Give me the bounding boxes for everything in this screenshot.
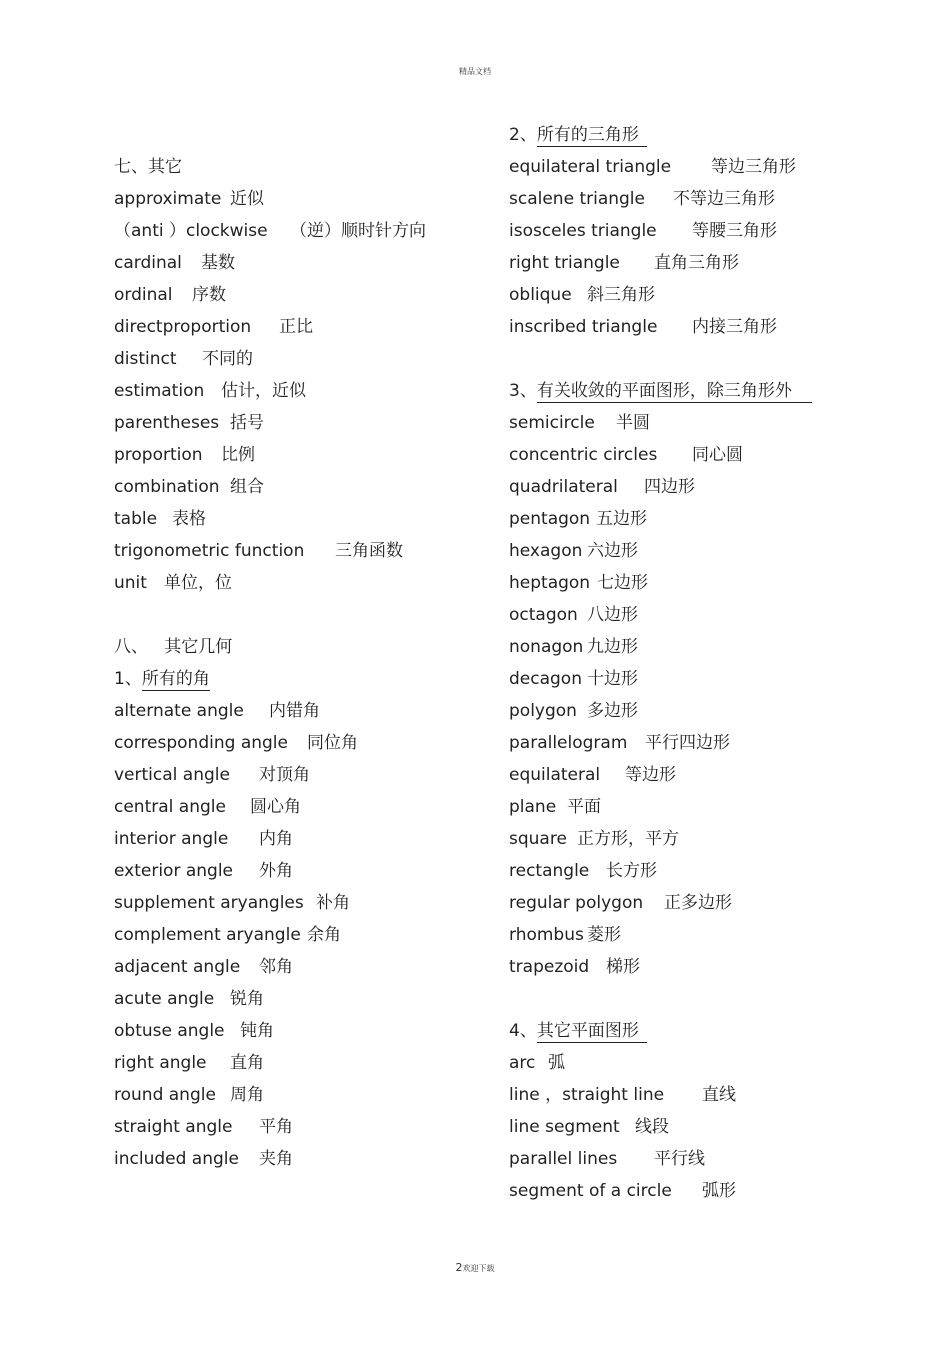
term-zh: 内角 xyxy=(259,829,293,849)
term-zh: 周角 xyxy=(230,1085,264,1105)
term-zh: 五边形 xyxy=(596,509,647,529)
vocab-row xyxy=(114,503,494,535)
term-en: square xyxy=(509,829,567,849)
term-en: line segment xyxy=(509,1117,620,1137)
term-zh: 三角函数 xyxy=(335,541,403,561)
term-en: proportion xyxy=(114,445,203,465)
term-en: estimation xyxy=(114,381,205,401)
vocab-row xyxy=(509,183,909,215)
vocab-row xyxy=(509,823,909,855)
vocab-row xyxy=(509,1143,909,1175)
page-header: 精品文档 xyxy=(459,67,491,76)
vocab-row xyxy=(509,311,909,343)
vocab-row xyxy=(509,1175,909,1207)
vocab-row xyxy=(114,887,494,919)
term-zh: （逆）顺时针方向 xyxy=(290,221,426,241)
subsection-3-heading xyxy=(509,375,909,407)
term-en: arc xyxy=(509,1053,536,1073)
subsection-title: 有关收敛的平面图形，除三角形外 xyxy=(537,381,812,403)
vocab-row xyxy=(114,471,494,503)
term-en: inscribed triangle xyxy=(509,317,658,337)
vocab-row xyxy=(114,343,494,375)
vocab-row xyxy=(114,1111,494,1143)
term-zh: 圆心角 xyxy=(250,797,301,817)
term-en: decagon xyxy=(509,669,582,689)
vocab-row xyxy=(114,311,494,343)
vocab-row xyxy=(114,951,494,983)
term-zh: 括号 xyxy=(230,413,264,433)
vocab-row xyxy=(114,855,494,887)
term-en: oblique xyxy=(509,285,572,305)
term-en: interior angle xyxy=(114,829,229,849)
term-en: alternate angle xyxy=(114,701,244,721)
term-en: concentric circles xyxy=(509,445,658,465)
term-zh: 钝角 xyxy=(240,1021,274,1041)
term-zh: 内接三角形 xyxy=(692,317,777,337)
vocab-row xyxy=(114,1047,494,1079)
term-en: right angle xyxy=(114,1053,207,1073)
term-en: adjacent angle xyxy=(114,957,241,977)
term-zh: 平角 xyxy=(259,1117,293,1137)
subsection-number: 4、 xyxy=(509,1021,537,1041)
term-zh: 等边三角形 xyxy=(711,157,796,177)
vocab-row xyxy=(114,535,494,567)
term-en: rectangle xyxy=(509,861,590,881)
term-en: cardinal xyxy=(114,253,182,273)
term-zh: 组合 xyxy=(230,477,264,497)
vocab-row xyxy=(114,727,494,759)
vocab-row xyxy=(114,759,494,791)
vocab-row xyxy=(509,727,909,759)
term-en: equilateral triangle xyxy=(509,157,672,177)
vocab-row xyxy=(509,1111,909,1143)
right-column xyxy=(509,119,909,1207)
term-zh: 等腰三角形 xyxy=(692,221,777,241)
vocab-row xyxy=(509,695,909,727)
term-en: parallel lines xyxy=(509,1149,618,1169)
term-en: distinct xyxy=(114,349,177,369)
term-zh: 斜三角形 xyxy=(587,285,655,305)
term-en: regular polygon xyxy=(509,893,644,913)
page-number: 2 xyxy=(455,1261,463,1274)
term-en: trapezoid xyxy=(509,957,590,977)
term-en: rhombus xyxy=(509,925,584,945)
term-en: heptagon xyxy=(509,573,591,593)
term-zh: 半圆 xyxy=(616,413,650,433)
term-en: scalene triangle xyxy=(509,189,645,209)
term-zh: 八边形 xyxy=(587,605,638,625)
vocab-row xyxy=(114,567,494,599)
term-en: supplement aryangles xyxy=(114,893,304,913)
term-en: corresponding angle xyxy=(114,733,288,753)
term-zh: 基数 xyxy=(201,253,235,273)
vocab-row xyxy=(509,151,909,183)
term-en: semicircle xyxy=(509,413,595,433)
term-zh: 长方形 xyxy=(606,861,657,881)
term-zh: 锐角 xyxy=(230,989,264,1009)
term-en: isosceles triangle xyxy=(509,221,657,241)
vocab-row xyxy=(114,279,494,311)
vocab-row xyxy=(114,247,494,279)
vocab-row xyxy=(509,279,909,311)
footer-text: 欢迎下载 xyxy=(462,1264,495,1273)
term-en: trigonometric function xyxy=(114,541,305,561)
term-zh: 表格 xyxy=(172,509,206,529)
term-zh: 不同的 xyxy=(202,349,253,369)
term-zh: 外角 xyxy=(259,861,293,881)
term-zh: 夹角 xyxy=(259,1149,293,1169)
term-en: parallelogram xyxy=(509,733,628,753)
term-zh: 平行线 xyxy=(654,1149,705,1169)
term-zh: 弧形 xyxy=(702,1181,736,1201)
vocab-row xyxy=(509,887,909,919)
subsection-4-heading xyxy=(509,1015,909,1047)
term-en: included angle xyxy=(114,1149,239,1169)
term-zh: 同位角 xyxy=(307,733,358,753)
term-zh: 补角 xyxy=(316,893,350,913)
vocab-row xyxy=(114,1015,494,1047)
vocab-row xyxy=(509,663,909,695)
term-en: ordinal xyxy=(114,285,173,305)
term-en: straight angle xyxy=(114,1117,233,1137)
term-zh: 同心圆 xyxy=(692,445,743,465)
subsection-number: 3、 xyxy=(509,381,537,401)
term-en: table xyxy=(114,509,158,529)
term-en: unit xyxy=(114,573,147,593)
term-zh: 十边形 xyxy=(587,669,638,689)
term-en: obtuse angle xyxy=(114,1021,225,1041)
term-zh: 线段 xyxy=(635,1117,669,1137)
term-zh: 直线 xyxy=(702,1085,736,1105)
term-zh: 梯形 xyxy=(606,957,640,977)
term-zh: 平面 xyxy=(567,797,601,817)
term-zh: 平行四边形 xyxy=(645,733,730,753)
term-zh: 对顶角 xyxy=(259,765,310,785)
term-en: vertical angle xyxy=(114,765,230,785)
term-en: right triangle xyxy=(509,253,620,273)
term-en: line ，straight line xyxy=(509,1085,665,1105)
vocab-row xyxy=(114,695,494,727)
subsection-number: 1、 xyxy=(114,669,142,689)
term-zh: 序数 xyxy=(192,285,226,305)
term-en: octagon xyxy=(509,605,578,625)
subsection-1-heading xyxy=(114,663,494,695)
term-zh: 直角三角形 xyxy=(654,253,739,273)
term-zh: 单位，位 xyxy=(164,573,232,593)
term-en: combination xyxy=(114,477,220,497)
vocab-row xyxy=(114,1143,494,1175)
term-en: pentagon xyxy=(509,509,591,529)
vocab-row xyxy=(509,503,909,535)
vocab-row xyxy=(509,631,909,663)
term-zh: 内错角 xyxy=(269,701,320,721)
term-en: （anti ）clockwise xyxy=(114,221,268,241)
vocab-row xyxy=(114,439,494,471)
subsection-2-heading xyxy=(509,119,909,151)
term-en: round angle xyxy=(114,1085,216,1105)
term-zh: 邻角 xyxy=(259,957,293,977)
term-en: nonagon xyxy=(509,637,584,657)
term-en: parentheses xyxy=(114,413,220,433)
term-zh: 近似 xyxy=(230,189,264,209)
term-en: directproportion xyxy=(114,317,252,337)
term-zh: 不等边三角形 xyxy=(673,189,775,209)
section-7-title: 七、其它 xyxy=(114,157,182,177)
vocab-row xyxy=(509,471,909,503)
term-zh: 四边形 xyxy=(644,477,695,497)
vocab-row xyxy=(509,791,909,823)
term-zh: 六边形 xyxy=(587,541,638,561)
term-en: plane xyxy=(509,797,557,817)
vocab-row xyxy=(509,951,909,983)
page-footer xyxy=(0,1261,950,1274)
vocab-row xyxy=(114,791,494,823)
subsection-title: 所有的三角形 xyxy=(537,125,647,147)
vocab-row xyxy=(509,535,909,567)
term-zh: 菱形 xyxy=(587,925,621,945)
term-zh: 正多边形 xyxy=(664,893,732,913)
term-zh: 直角 xyxy=(230,1053,264,1073)
vocab-row xyxy=(509,919,909,951)
vocab-row xyxy=(509,855,909,887)
left-column xyxy=(114,151,494,1175)
term-en: exterior angle xyxy=(114,861,234,881)
term-zh: 九边形 xyxy=(587,637,638,657)
term-en: hexagon xyxy=(509,541,583,561)
vocab-row xyxy=(509,439,909,471)
term-en: central angle xyxy=(114,797,226,817)
vocab-row xyxy=(114,823,494,855)
vocab-row xyxy=(509,1079,909,1111)
vocab-row xyxy=(114,183,494,215)
vocab-row xyxy=(114,983,494,1015)
term-en: quadrilateral xyxy=(509,477,618,497)
term-zh: 弧 xyxy=(548,1053,565,1073)
vocab-row xyxy=(509,215,909,247)
term-zh: 正方形，平方 xyxy=(577,829,679,849)
vocab-row xyxy=(114,1079,494,1111)
vocab-row xyxy=(114,919,494,951)
vocab-row xyxy=(509,407,909,439)
term-zh: 估计，近似 xyxy=(221,381,306,401)
section-8-title: 八、 其它几何 xyxy=(114,637,233,657)
subsection-title: 其它平面图形 xyxy=(537,1021,647,1043)
term-zh: 余角 xyxy=(307,925,341,945)
vocab-row xyxy=(509,759,909,791)
subsection-number: 2、 xyxy=(509,125,537,145)
vocab-row xyxy=(509,567,909,599)
term-en: acute angle xyxy=(114,989,215,1009)
vocab-row xyxy=(509,1047,909,1079)
term-en: segment of a circle xyxy=(509,1181,672,1201)
subsection-title: 所有的角 xyxy=(141,669,210,689)
term-zh: 七边形 xyxy=(597,573,648,593)
term-zh: 多边形 xyxy=(587,701,638,721)
term-zh: 正比 xyxy=(279,317,313,337)
term-en: equilateral xyxy=(509,765,601,785)
term-zh: 比例 xyxy=(221,445,255,465)
term-en: approximate xyxy=(114,189,222,209)
vocab-row xyxy=(114,407,494,439)
term-zh: 等边形 xyxy=(625,765,676,785)
vocab-row xyxy=(509,247,909,279)
term-en: complement aryangle xyxy=(114,925,301,945)
term-en: polygon xyxy=(509,701,577,721)
vocab-row xyxy=(114,375,494,407)
vocab-row xyxy=(114,215,494,247)
vocab-row xyxy=(509,599,909,631)
